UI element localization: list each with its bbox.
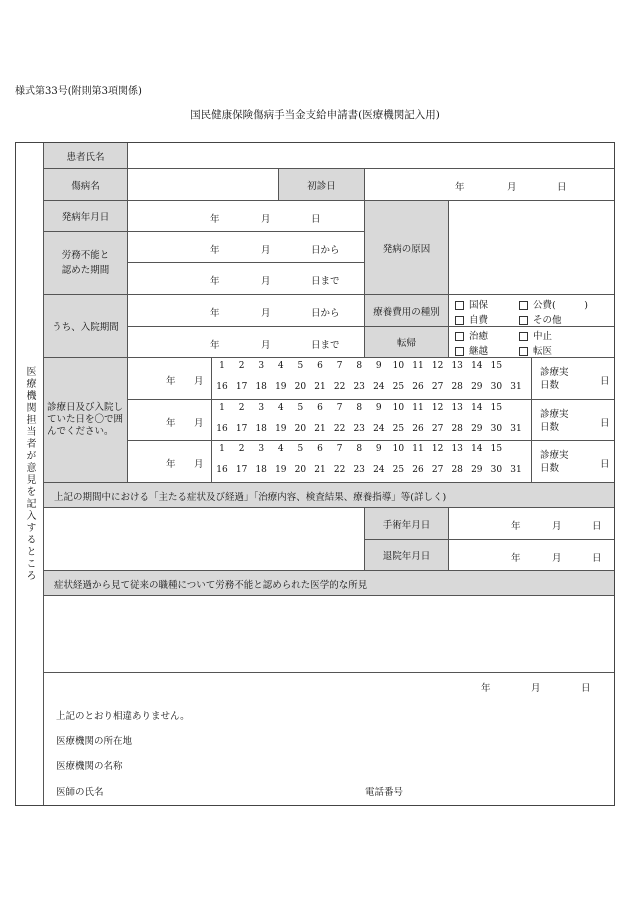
visit-year: 年: [166, 376, 176, 387]
cost-option-jihi[interactable]: 自費: [455, 312, 488, 326]
calendar-day[interactable]: 11: [412, 403, 424, 413]
calendar-day[interactable]: 4: [277, 361, 284, 371]
calendar-day[interactable]: 17: [235, 465, 248, 475]
phone-label: 電話番号: [365, 787, 404, 798]
discharge-date-field[interactable]: [449, 540, 614, 571]
disease-name-label: 傷病名: [44, 169, 128, 201]
calendar-day[interactable]: 18: [255, 423, 267, 434]
calendar-day[interactable]: 24: [373, 423, 385, 434]
checkbox-icon: [455, 316, 464, 325]
outcome-option-continued[interactable]: 継越: [455, 343, 488, 357]
calendar-day[interactable]: 28: [451, 465, 463, 475]
visit-days-text: 診療日及び入院していた日を〇で囲んでください。: [47, 402, 124, 437]
calendar-day[interactable]: 24: [373, 382, 385, 392]
discharge-month: 月: [552, 553, 562, 564]
calendar-day[interactable]: 26: [412, 382, 424, 392]
medical-opinion-header: [44, 571, 614, 596]
hosp-from-day: 日から: [311, 308, 340, 319]
calendar-day[interactable]: 29: [471, 465, 483, 475]
visit-days-label: [44, 358, 128, 483]
calendar-day[interactable]: 23: [353, 423, 365, 434]
onset-day: 日: [311, 214, 321, 225]
visit-year: 年: [166, 459, 176, 470]
calendar-day[interactable]: 23: [353, 382, 365, 392]
calendar-day[interactable]: 30: [490, 382, 503, 392]
calendar-day[interactable]: 1: [219, 403, 225, 413]
calendar-day[interactable]: 6: [317, 361, 323, 371]
calendar-day[interactable]: 24: [373, 465, 385, 475]
incapacity-period-label: [44, 232, 128, 295]
calendar-day[interactable]: 6: [317, 444, 323, 454]
institution-name-label: 医療機関の名称: [56, 761, 123, 772]
cost-type-label: 療養費用の種別: [365, 295, 449, 327]
calendar-day[interactable]: 1: [219, 361, 225, 371]
visit-month-cell[interactable]: [128, 400, 212, 441]
calendar-day[interactable]: 15: [490, 403, 503, 413]
checkbox-icon: [519, 347, 528, 356]
calendar-day[interactable]: 9: [375, 444, 382, 454]
outcome-option-stopped[interactable]: 中止: [519, 328, 552, 342]
cost-option-kohi[interactable]: 公費( ): [519, 297, 588, 311]
calendar-day[interactable]: 12: [431, 444, 444, 454]
calendar-day[interactable]: 13: [451, 403, 463, 413]
incapacity-period-text: 労務不能と認めた期間: [61, 250, 110, 276]
visit-year: 年: [166, 417, 176, 429]
calendar-day[interactable]: 15: [490, 444, 503, 454]
calendar-day[interactable]: 14: [471, 403, 483, 413]
calendar-day[interactable]: 30: [490, 465, 503, 475]
calendar-day[interactable]: 3: [258, 403, 265, 413]
checkbox-icon: [455, 347, 464, 356]
incapacity-until-month: 月: [261, 276, 271, 287]
calendar-day[interactable]: 3: [258, 444, 265, 454]
calendar-day[interactable]: 8: [356, 444, 363, 454]
calendar-day[interactable]: 3: [258, 361, 265, 371]
calendar-day[interactable]: 25: [392, 423, 405, 434]
hosp-until-year: 年: [210, 340, 220, 351]
onset-date-field[interactable]: [128, 201, 365, 232]
patient-name-label: 患者氏名: [44, 143, 128, 169]
certify-statement: 上記のとおり相違ありません。: [56, 711, 190, 722]
calendar-day[interactable]: 18: [255, 465, 267, 475]
outcome-options: [449, 327, 614, 358]
calendar-day[interactable]: 23: [353, 465, 365, 475]
checkbox-icon: [455, 301, 464, 310]
calendar-day[interactable]: 12: [431, 403, 444, 413]
cert-month: 月: [531, 683, 541, 694]
calendar-day[interactable]: 5: [297, 361, 304, 371]
symptoms-header: [44, 483, 614, 508]
checkbox-icon: [455, 332, 464, 341]
calendar-day[interactable]: 9: [375, 403, 382, 413]
checkbox-icon: [519, 301, 528, 310]
cost-option-kokuho[interactable]: 国保: [455, 297, 488, 311]
surgery-month: 月: [552, 521, 562, 532]
cost-type-options: [449, 295, 614, 327]
calendar-day[interactable]: 1: [219, 444, 225, 454]
calendar-day[interactable]: 18: [255, 382, 267, 392]
calendar-day[interactable]: 6: [317, 403, 323, 413]
visit-month: 月: [194, 376, 204, 387]
onset-cause-field[interactable]: [449, 201, 614, 295]
surgery-day: 日: [592, 521, 602, 532]
calendar-day[interactable]: 11: [412, 444, 424, 454]
visit-count-day: 日: [600, 417, 610, 429]
visit-count-day: 日: [600, 376, 610, 387]
calendar-day[interactable]: 10: [392, 361, 405, 371]
cert-day: 日: [581, 683, 591, 694]
disease-name-field[interactable]: [128, 169, 279, 201]
symptoms-label: 上記の期間中における「主たる症状及び経過」「治療内容、検査結果、療養指導」等(詳しく): [54, 492, 447, 503]
calendar-day[interactable]: 2: [238, 444, 245, 454]
incapacity-from-field[interactable]: [128, 232, 365, 263]
calendar-day[interactable]: 31: [510, 465, 522, 475]
calendar-day[interactable]: 20: [294, 423, 307, 434]
calendar-day[interactable]: 21: [314, 382, 326, 392]
medical-opinion-field[interactable]: [44, 596, 614, 673]
calendar-day[interactable]: 16: [216, 465, 228, 475]
calendar-day[interactable]: 19: [275, 382, 287, 392]
visit-count-cell[interactable]: [532, 441, 614, 483]
outcome-option-cured[interactable]: 治癒: [455, 328, 488, 342]
calendar-day[interactable]: 2: [238, 361, 245, 371]
visit-count-label: 診療実日数: [540, 367, 569, 391]
incapacity-until-day: 日まで: [311, 276, 340, 287]
patient-name-field[interactable]: [128, 143, 614, 169]
visit-days-cell: [212, 441, 532, 483]
visit-month-cell[interactable]: [128, 358, 212, 400]
onset-month: 月: [261, 214, 271, 225]
visit-month: 月: [194, 459, 204, 470]
incapacity-from-year: 年: [210, 245, 220, 256]
symptoms-field[interactable]: [44, 508, 365, 571]
discharge-day: 日: [592, 553, 602, 564]
calendar-day[interactable]: 27: [431, 423, 444, 434]
application-form: [15, 142, 615, 806]
surgery-year: 年: [511, 521, 521, 532]
visit-month-cell[interactable]: [128, 441, 212, 483]
first-visit-year: 年: [455, 182, 465, 193]
calendar-day[interactable]: 19: [275, 465, 287, 475]
calendar-day[interactable]: 13: [451, 361, 463, 371]
visit-count-label: 診療実日数: [540, 408, 569, 433]
hospitalization-from-field[interactable]: [128, 295, 365, 327]
address-label: 医療機関の所在地: [56, 736, 133, 747]
calendar-day[interactable]: 11: [412, 361, 424, 371]
calendar-day[interactable]: 8: [356, 403, 363, 413]
outcome-option-transferred[interactable]: 転医: [519, 343, 552, 357]
calendar-day[interactable]: 21: [314, 423, 326, 434]
calendar-day[interactable]: 27: [431, 465, 444, 475]
incapacity-from-day: 日から: [311, 245, 340, 256]
calendar-day[interactable]: 12: [431, 361, 444, 371]
doctor-name-label: 医師の氏名: [56, 787, 104, 798]
side-label-column: [16, 143, 44, 805]
visit-month: 月: [194, 417, 204, 429]
calendar-day[interactable]: 4: [277, 444, 284, 454]
calendar-day[interactable]: 20: [294, 465, 307, 475]
calendar-day[interactable]: 5: [297, 444, 304, 454]
visit-days-cell: [212, 358, 532, 400]
cost-option-other[interactable]: その他: [519, 312, 562, 326]
first-visit-month: 月: [507, 182, 517, 193]
calendar-day[interactable]: 29: [471, 382, 483, 392]
medical-opinion-label: 症状経過から見て従来の職種について労務不能と認められた医学的な所見: [54, 580, 368, 591]
calendar-day[interactable]: 25: [392, 382, 405, 392]
calendar-day[interactable]: 30: [490, 423, 503, 434]
hosp-from-year: 年: [210, 308, 220, 319]
calendar-day[interactable]: 10: [392, 444, 405, 454]
first-visit-day: 日: [557, 182, 567, 193]
calendar-day[interactable]: 10: [392, 403, 405, 413]
incapacity-until-year: 年: [210, 276, 220, 287]
surgery-date-label: 手術年月日: [365, 508, 449, 540]
document-title: 国民健康保険傷病手当金支給申請書(医療機関記入用): [190, 109, 440, 121]
calendar-day[interactable]: 16: [216, 423, 228, 434]
onset-year: 年: [210, 214, 220, 225]
first-visit-label: 初診日: [279, 169, 365, 201]
calendar-day[interactable]: 22: [333, 465, 346, 475]
hospitalization-label: うち、入院期間: [44, 295, 128, 358]
visit-count-cell[interactable]: [532, 400, 614, 441]
calendar-day[interactable]: 14: [471, 361, 483, 371]
checkbox-icon: [519, 316, 528, 325]
incapacity-until-field[interactable]: [128, 263, 365, 295]
first-visit-field[interactable]: [365, 169, 614, 201]
onset-cause-label: 発病の原因: [365, 201, 449, 295]
checkbox-icon: [519, 332, 528, 341]
calendar-day[interactable]: 5: [297, 403, 304, 413]
calendar-day[interactable]: 21: [314, 465, 326, 475]
calendar-day[interactable]: 27: [431, 382, 444, 392]
visit-days-cell: [212, 400, 532, 441]
calendar-day[interactable]: 26: [412, 423, 424, 434]
calendar-day[interactable]: 15: [490, 361, 503, 371]
calendar-day[interactable]: 22: [333, 423, 346, 434]
calendar-day[interactable]: 28: [451, 382, 463, 392]
calendar-day[interactable]: 29: [471, 423, 483, 434]
hosp-until-month: 月: [261, 340, 271, 351]
form-number: 様式第33号(附則第3項関係): [15, 86, 142, 97]
calendar-day[interactable]: 25: [392, 465, 405, 475]
calendar-day[interactable]: 8: [356, 361, 363, 371]
surgery-date-field[interactable]: [449, 508, 614, 540]
calendar-day[interactable]: 4: [277, 403, 284, 413]
calendar-day[interactable]: 16: [216, 382, 228, 392]
calendar-day[interactable]: 31: [510, 423, 522, 434]
outcome-label: 転帰: [365, 327, 449, 358]
calendar-day[interactable]: 9: [375, 361, 382, 371]
certification-block: [44, 673, 614, 805]
side-label: 医療機関担当者が意見を記入するところ: [24, 366, 35, 582]
calendar-day[interactable]: 17: [235, 423, 248, 434]
calendar-day[interactable]: 22: [333, 382, 346, 392]
visit-count-cell[interactable]: [532, 358, 614, 400]
incapacity-from-month: 月: [261, 245, 271, 256]
calendar-day[interactable]: 7: [336, 403, 343, 413]
calendar-day[interactable]: 20: [294, 382, 307, 392]
cert-year: 年: [481, 683, 491, 694]
onset-date-label: 発病年月日: [44, 201, 128, 232]
visit-count-label: 診療実日数: [540, 450, 569, 474]
calendar-day[interactable]: 7: [336, 444, 343, 454]
hospitalization-until-field[interactable]: [128, 327, 365, 358]
discharge-date-label: 退院年月日: [365, 540, 449, 571]
calendar-day[interactable]: 17: [235, 382, 248, 392]
hosp-from-month: 月: [261, 308, 271, 319]
calendar-day[interactable]: 2: [238, 403, 245, 413]
calendar-day[interactable]: 13: [451, 444, 463, 454]
calendar-day[interactable]: 31: [510, 382, 522, 392]
calendar-day[interactable]: 19: [275, 423, 287, 434]
discharge-year: 年: [511, 553, 521, 564]
calendar-day[interactable]: 14: [471, 444, 483, 454]
visit-count-day: 日: [600, 459, 610, 470]
calendar-day[interactable]: 28: [451, 423, 463, 434]
calendar-day[interactable]: 26: [412, 465, 424, 475]
calendar-day[interactable]: 7: [336, 361, 343, 371]
hosp-until-day: 日まで: [311, 340, 340, 351]
